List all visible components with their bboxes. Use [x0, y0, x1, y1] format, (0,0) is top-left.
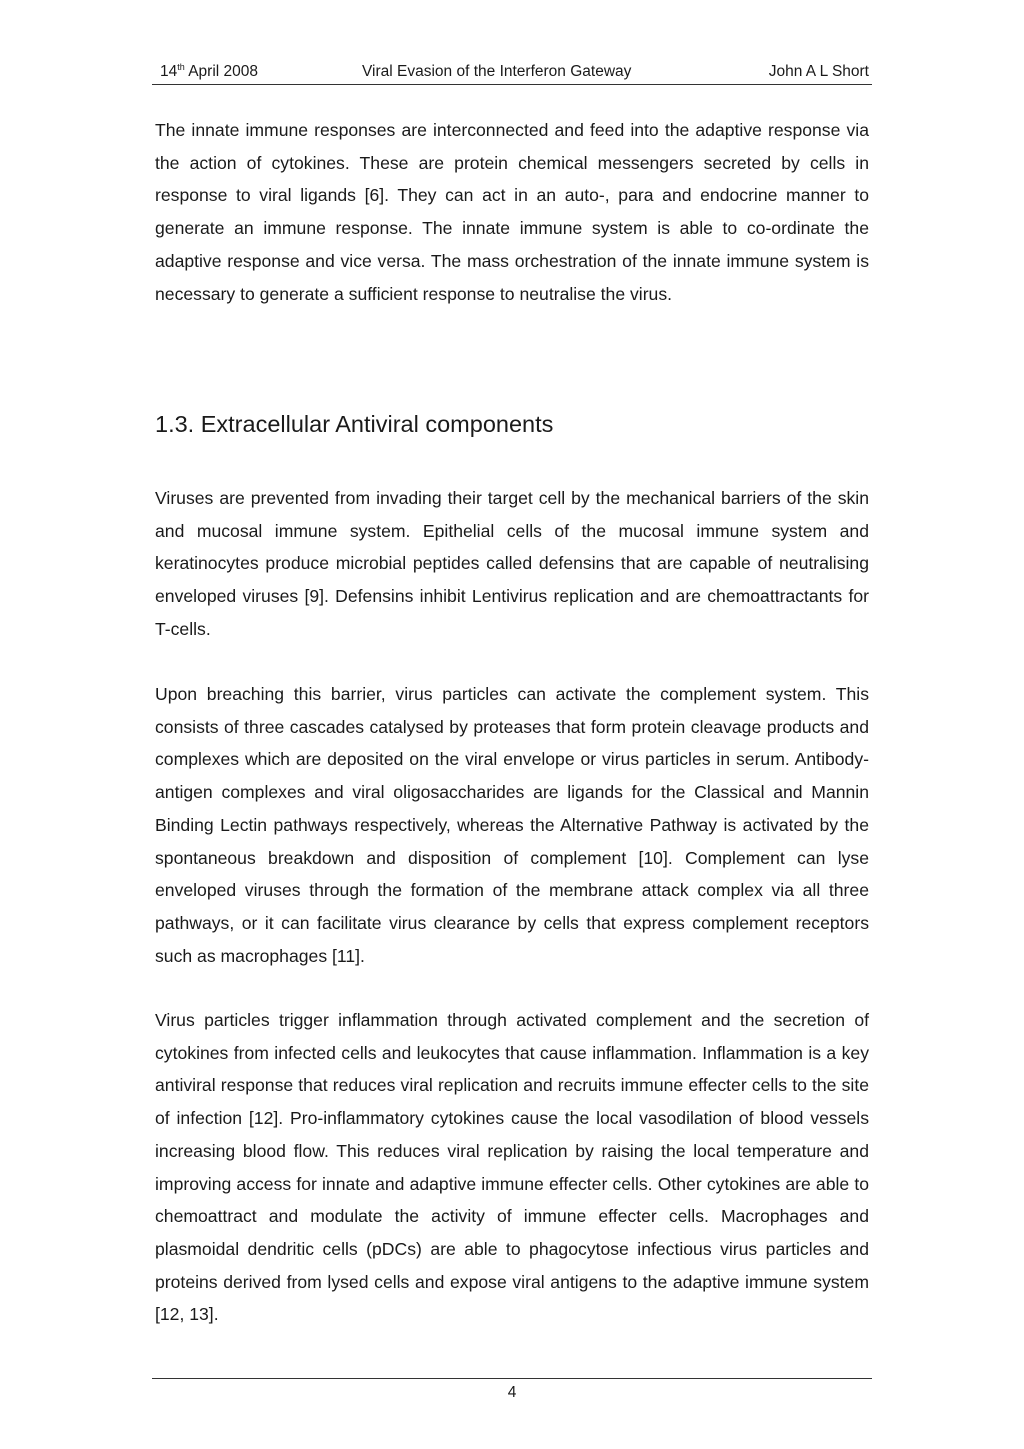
header-date — [160, 63, 258, 81]
page-header — [152, 62, 872, 85]
header-author: John A L Short — [768, 63, 869, 80]
paragraph-mechanical-barriers: Viruses are prevented from invading their target cell by the mechanical barriers of the skin and mucosal immune system. Epithelial cells of the mucosal immune system and keratinocytes produce microbial peptides called defensins that are capable of neutralising enveloped viruses [9]. Defensins inhibit Lentivirus replication and are chemoattractants for T-cells. — [155, 488, 869, 639]
header-date-suffix: th — [177, 62, 185, 72]
section-heading: 1.3. Extracellular Antiviral components — [155, 411, 554, 437]
header-title: Viral Evasion of the Interferon Gateway — [362, 63, 632, 80]
paragraph-inflammation: Virus particles trigger inflammation through activated complement and the secretion of cytokines from infected cells and leukocytes that cause inflammation. Inflammation is a key antiviral response that reduces viral replication and recruits immune effecter cells to the site of infection [12]. Pro-inflammatory cytokines cause the local vasodilation of blood vessels increasing blood flow. This reduces viral replication by raising the local temperature and improving access for innate and adaptive immune effecter cells. Other cytokines are able to chemoattract and modulate the activity of immune effecter cells. Macrophages and plasmoidal dendritic cells (pDCs) are able to phagocytose infectious virus particles and proteins derived from lysed cells and expose viral antigens to the adaptive immune system [12, 13]. — [155, 1010, 869, 1325]
header-date-rest: April 2008 — [184, 63, 259, 80]
page-number: 4 — [507, 1384, 517, 1401]
page-footer — [152, 1378, 872, 1402]
header-date-day: 14 — [160, 63, 178, 80]
paragraph-innate-immune-responses: The innate immune responses are interconnected and feed into the adaptive response via the action of cytokines. These are protein chemical messengers secreted by cells in response to viral ligands [6]. They can act in an auto-, para and endocrine manner to generate an immune response. The innate immune system is able to co-ordinate the adaptive response and vice versa. The mass orchestration of the innate immune system is necessary to generate a sufficient response to neutralise the virus. — [155, 120, 869, 304]
paragraph-complement-system: Upon breaching this barrier, virus particles can activate the complement system. This consists of three cascades catalysed by proteases that form protein cleavage products and complexes which are deposited on the viral envelope or virus particles in serum. Antibody-antigen complexes and viral oligosaccharides are ligands for the Classical and Mannin Binding Lectin pathways respectively, whereas the Alternative Pathway is activated by the spontaneous breakdown and disposition of complement [10]. Complement can lyse enveloped viruses through the formation of the membrane attack complex via all three pathways, or it can facilitate virus clearance by cells that express complement receptors such as macrophages [11]. — [155, 684, 869, 966]
